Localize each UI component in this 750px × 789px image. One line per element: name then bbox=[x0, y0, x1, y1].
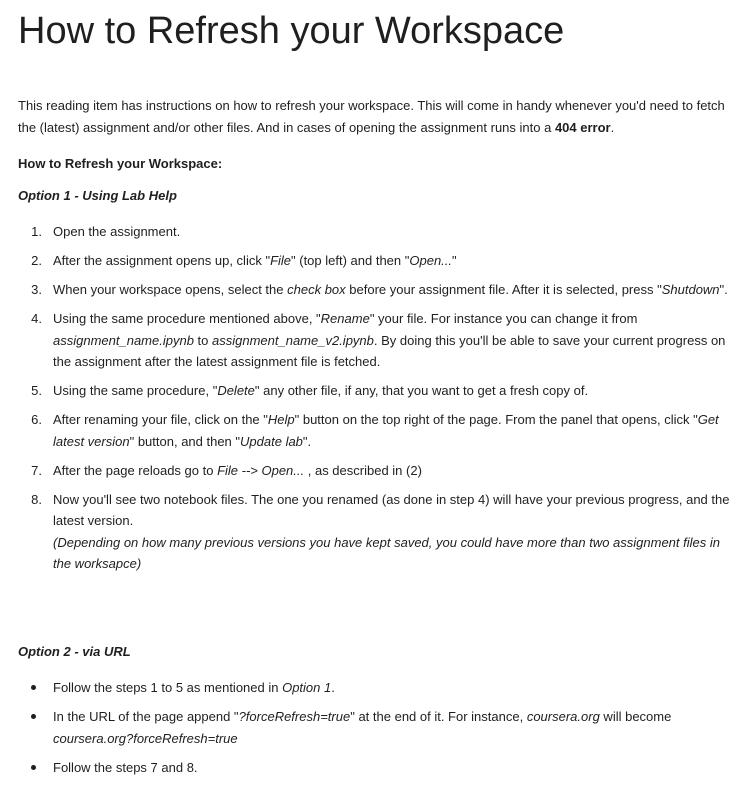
step-item-6 bbox=[18, 409, 733, 452]
step-number: 2. bbox=[31, 253, 42, 268]
bullet-dot-icon bbox=[31, 714, 36, 719]
step-number: 6. bbox=[31, 412, 42, 427]
step-item-1 bbox=[18, 221, 733, 243]
step-text: Using the same procedure mentioned above, "Rename" your file. For instance you can change it from assignment_name.ipynb to assignment_name_v2.ipynb. By doing this you'll be able to save your current progress on the assignment after the latest assignment file is fetched. bbox=[53, 311, 726, 369]
step-number: 4. bbox=[31, 311, 42, 326]
bullet-text: Follow the steps 7 and 8. bbox=[53, 759, 198, 775]
bullet-text: Follow the steps 1 to 5 as mentioned in Option 1. bbox=[53, 680, 335, 695]
step-text: When your workspace opens, select the check box before your assignment file. After it is selected, press "Shutdown". bbox=[53, 282, 728, 297]
step-number: 8. bbox=[31, 491, 42, 507]
step-text: Open the assignment. bbox=[53, 224, 181, 239]
section-heading: How to Refresh your Workspace: bbox=[18, 156, 223, 171]
step-item-5 bbox=[18, 380, 733, 402]
option2-heading: Option 2 - via URL bbox=[18, 644, 131, 659]
step-text: Using the same procedure, "Delete" any other file, if any, that you want to get a fresh copy of. bbox=[53, 383, 589, 398]
intro-text: This reading item has instructions on how to refresh your workspace. This will come in handy whenever you'd need to fetch the (latest) assignment and/or other files. And in cases of opening the assignment runs into a bbox=[18, 98, 725, 135]
option1-heading: Option 1 - Using Lab Help bbox=[18, 188, 177, 203]
bullet-item-3 bbox=[18, 757, 733, 779]
bullet-dot-icon bbox=[31, 685, 36, 690]
step-text: Now you'll see two notebook files. The one you renamed (as done in step 4) will have your previous progress, and the latest version. (Depending on how many previous versions you have kept saved, you could have more than two assignment files in the worksapce) bbox=[53, 491, 730, 571]
page-title: How to Refresh your Workspace bbox=[18, 10, 565, 52]
bullet-item-2 bbox=[18, 706, 733, 749]
step-text: After renaming your file, click on the "Help" button on the top right of the page. From the panel that opens, click "Get latest version" button, and then "Update lab". bbox=[53, 412, 719, 449]
step-number: 3. bbox=[31, 282, 42, 297]
step-item-3 bbox=[18, 279, 733, 301]
option2-bullets-list bbox=[18, 677, 733, 786]
step-number: 1. bbox=[31, 224, 42, 239]
intro-error-code: 404 error bbox=[554, 120, 611, 135]
step-text: After the assignment opens up, click "File" (top left) and then "Open..." bbox=[53, 253, 457, 268]
bullet-dot-icon bbox=[31, 765, 36, 770]
step-item-7 bbox=[18, 460, 733, 482]
intro-paragraph bbox=[18, 95, 733, 139]
bullet-text: In the URL of the page append "?forceRefresh=true" at the end of it. For instance, coursera.org will become coursera.org?forceRefresh=true bbox=[53, 709, 672, 746]
intro-end: . bbox=[610, 120, 615, 135]
step-item-8 bbox=[18, 489, 733, 575]
bullet-item-1 bbox=[18, 677, 733, 699]
step-number: 7. bbox=[31, 462, 42, 478]
step-item-2 bbox=[18, 250, 733, 272]
step-number: 5. bbox=[31, 383, 42, 398]
step-text: After the page reloads go to File --> Open... , as described in (2) bbox=[53, 462, 422, 478]
option1-steps-list bbox=[18, 221, 733, 582]
step-item-4 bbox=[18, 308, 733, 373]
